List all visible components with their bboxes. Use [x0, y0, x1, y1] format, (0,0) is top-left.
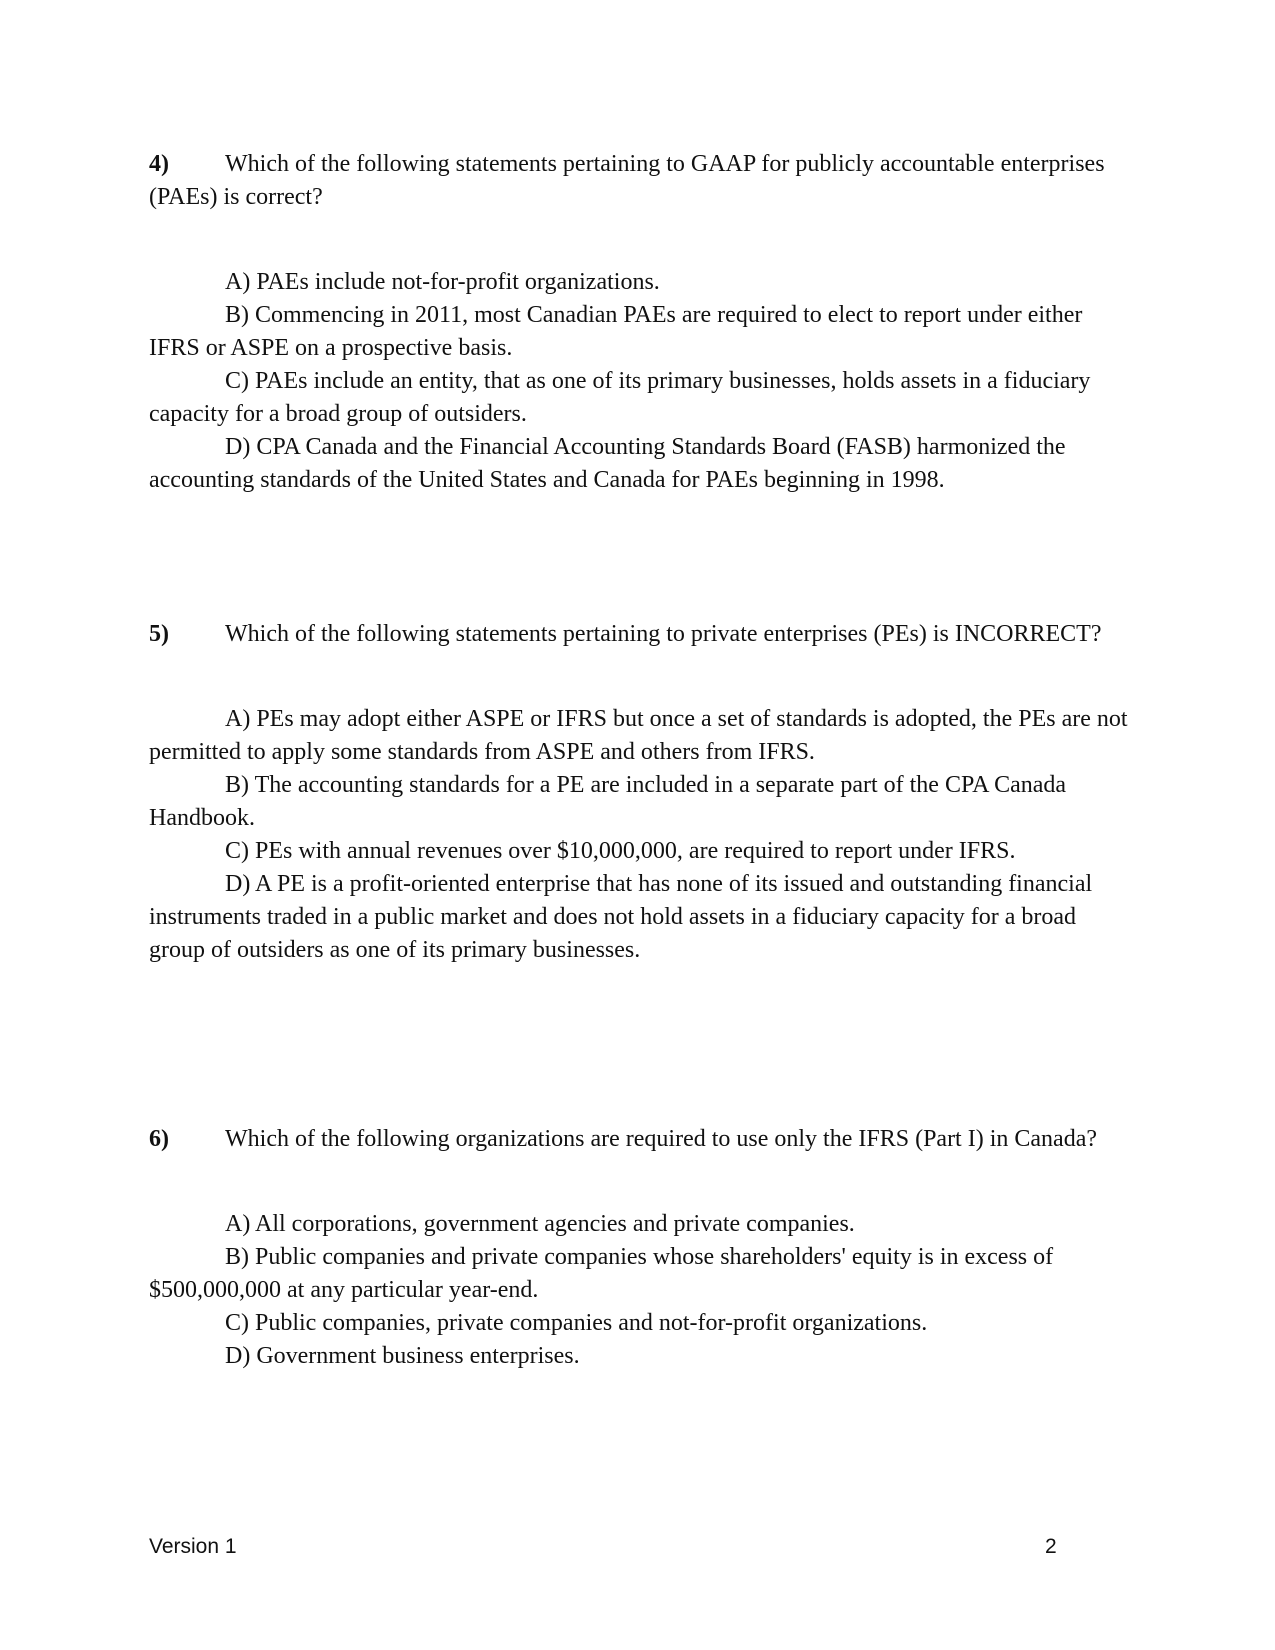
answer-option-a: A) All corporations, government agencies and private companies. [225, 1211, 855, 1237]
question-number: 5) [149, 621, 169, 647]
question-text: Which of the following organizations are required to use only the IFRS (Part I) in Canada? [225, 1126, 1097, 1152]
answer-option-b: B) Public companies and private companies whose shareholders' equity is in excess of $500,000,000 at any particular year-end. [149, 1244, 1054, 1303]
question-text: Which of the following statements pertaining to private enterprises (PEs) is INCORRECT? [225, 621, 1102, 647]
answer-option-a: A) PEs may adopt either ASPE or IFRS but once a set of standards is adopted, the PEs are not permitted to apply some standards from ASPE and others from IFRS. [149, 706, 1128, 765]
question-6 [149, 1123, 1129, 1373]
question-stem [149, 1123, 1129, 1156]
question-number: 4) [149, 151, 169, 177]
answer-option-c: C) PEs with annual revenues over $10,000,000, are required to report under IFRS. [225, 838, 1016, 864]
answer-option-b: B) The accounting standards for a PE are included in a separate part of the CPA Canada Handbook. [149, 772, 1067, 831]
footer-version: Version 1 [149, 1535, 237, 1558]
answer-option-c: C) PAEs include an entity, that as one of its primary businesses, holds assets in a fiduciary capacity for a broad group of outsiders. [149, 368, 1091, 427]
answer-option-a: A) PAEs include not-for-profit organizations. [225, 269, 660, 295]
question-stem [149, 148, 1129, 214]
answer-option-d: D) Government business enterprises. [225, 1343, 580, 1369]
question-4 [149, 148, 1129, 497]
answer-option-c: C) Public companies, private companies and not-for-profit organizations. [225, 1310, 928, 1336]
page-number: 2 [1045, 1535, 1057, 1558]
question-stem [149, 618, 1129, 651]
answer-option-d: D) CPA Canada and the Financial Accounting Standards Board (FASB) harmonized the accounting standards of the United States and Canada for PAEs beginning in 1998. [149, 434, 1066, 493]
answer-option-d: D) A PE is a profit-oriented enterprise that has none of its issued and outstanding financial instruments traded in a public market and does not hold assets in a fiduciary capacity for a broad group of outsiders as one of its primary businesses. [149, 871, 1093, 963]
answer-option-b: B) Commencing in 2011, most Canadian PAEs are required to elect to report under either IFRS or ASPE on a prospective basis. [149, 302, 1083, 361]
question-text: Which of the following statements pertaining to GAAP for publicly accountable enterprises (PAEs) is correct? [149, 151, 1105, 210]
answer-options [149, 266, 1129, 497]
answer-options [149, 1208, 1129, 1373]
answer-options [149, 703, 1129, 967]
question-number: 6) [149, 1126, 169, 1152]
question-5 [149, 618, 1129, 967]
